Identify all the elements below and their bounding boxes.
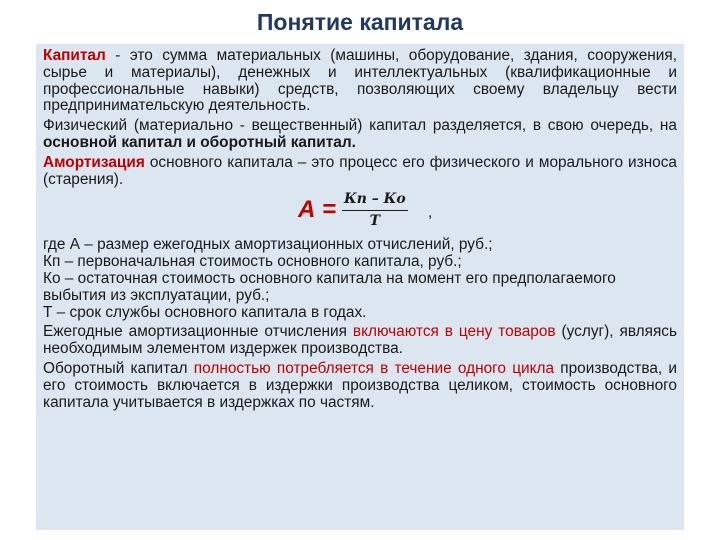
term-capital: Капитал xyxy=(43,47,106,64)
physical-capital-text: Физический (материально - вещественный) капитал разделяется, в свою очередь, на xyxy=(43,117,677,135)
paragraph-depreciation xyxy=(43,155,677,189)
definition-t: Т – срок службы основного капитала в годах. xyxy=(43,303,367,321)
formula-comma: , xyxy=(428,204,433,222)
fully-consumed-highlight: полностью потребляется в течение одного цикла xyxy=(193,359,555,377)
working-capital-text-start: Оборотный капитал xyxy=(43,359,194,377)
paragraph-working-capital xyxy=(43,361,677,411)
formula-fraction xyxy=(342,191,408,230)
fixed-working-capital-bold: основной капитал и оборотный капитал. xyxy=(43,133,356,151)
formula-row xyxy=(43,191,677,235)
included-in-price-highlight: включаются в цену товаров xyxy=(352,323,556,341)
definition-kp: Кп – первоначальная стоимость основного капитала, руб.; xyxy=(43,253,462,271)
working-capital-text-end: производства, и его стоимость включается в издержки производства целиком, стоимость основного капитала учитывается в издержках по частям. xyxy=(43,359,678,411)
content-panel xyxy=(36,44,684,530)
depreciation-formula xyxy=(298,191,408,230)
annual-depreciation-text-end: (услуг), являясь необходимым элементом издержек производства. xyxy=(43,323,678,358)
definition-a: где А – размер ежегодных амортизационных отчислений, руб.; xyxy=(43,236,493,254)
definition-ko: Ко – остаточная стоимость основного капитала на момент его предполагаемого выбытия из эксплуатации, руб.; xyxy=(43,269,616,304)
capital-definition-text: - это сумма материальных (машины, оборудование, здания, сооружения, сырье и материалы), денежных и интеллектуальных (квалификационные и профессиональные навыки) средств, позволяющих своему владельцу вести предпринимательскую деятельность. xyxy=(43,47,677,115)
paragraph-annual-depreciation xyxy=(43,324,677,358)
formula-denominator: T xyxy=(369,213,381,230)
slide-title: Понятие капитала xyxy=(256,9,464,35)
annual-depreciation-text-start: Ежегодные амортизационные отчисления xyxy=(43,323,353,341)
formula-lhs: А = xyxy=(298,196,337,224)
paragraph-physical-capital xyxy=(43,118,677,152)
term-depreciation: Амортизация xyxy=(43,153,145,171)
paragraph-capital-definition xyxy=(43,48,677,115)
formula-numerator: Кп – Ко xyxy=(342,191,408,211)
depreciation-definition-text: основного капитала – это процесс его физического и морального износа (старения). xyxy=(43,153,677,188)
